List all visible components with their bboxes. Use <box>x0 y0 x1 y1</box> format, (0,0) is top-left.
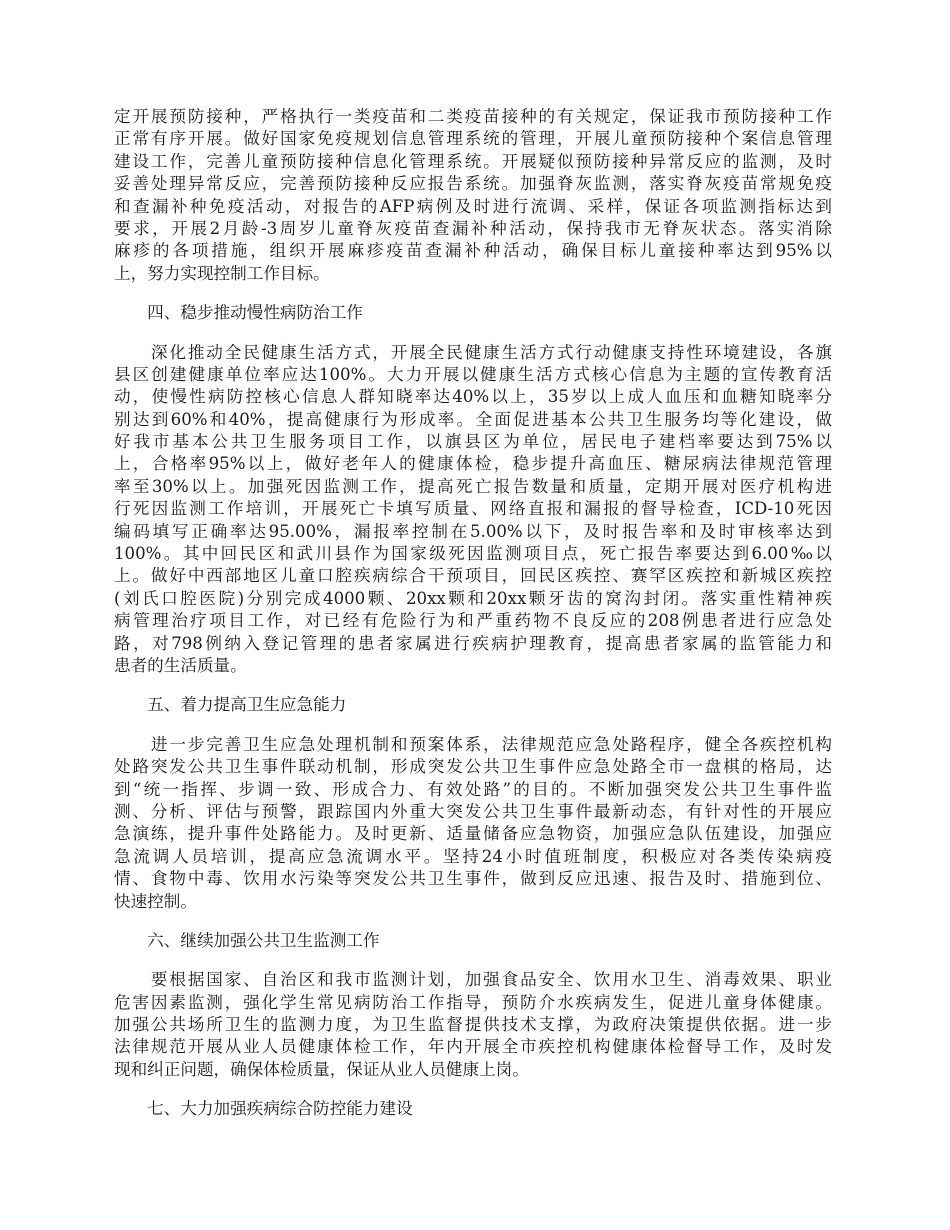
text-line: 妥善处理异常反应，完善预防接种反应报告系统。加强脊灰监测，落实脊灰疫苗常规免疫 <box>114 174 832 194</box>
text-line: 病管理治疗项目工作，对已经有危险行为和严重药物不良反应的208例患者进行应急处 <box>114 611 832 631</box>
body-paragraph <box>114 106 832 285</box>
text-line: 四、稳步推动慢性病防治工作 <box>114 303 363 323</box>
text-line: 县区创建健康单位率应达100%。大力开展以健康生活方式核心信息为主题的宣传教育活 <box>114 364 832 384</box>
text-line: 五、着力提高卫生应急能力 <box>114 695 347 715</box>
document-page <box>114 106 832 1138</box>
text-line: 要根据国家、自治区和我市监测计划，加强食品安全、饮用水卫生、消毒效果、职业 <box>114 970 832 990</box>
text-line: 急流调人员培训，提高应急流调水平。坚持24小时值班制度，积极应对各类传染病疫 <box>114 846 832 866</box>
text-line: 加强公共场所卫生的监测力度，为卫生监督提供技术支撑，为政府决策提供依据。进一步 <box>114 1015 832 1035</box>
text-line: 正常有序开展。做好国家免疫规划信息管理系统的管理，开展儿童预防接种个案信息管理 <box>114 129 832 149</box>
text-line: 危害因素监测，强化学生常见病防治工作指导，预防介水疾病发生，促进儿童身体健康。 <box>114 992 832 1012</box>
text-line: 快速控制。 <box>114 891 197 911</box>
text-line: 患者的生活质量。 <box>114 655 247 675</box>
text-line: 编码填写正确率达95.00%，漏报率控制在5.00%以下，及时报告率和及时审核率达到 <box>114 521 832 541</box>
text-line: 法律规范开展从业人员健康体检工作，年内开展全市疾控机构健康体检督导工作，及时发 <box>114 1037 832 1057</box>
section-heading <box>114 1098 832 1120</box>
text-line: 测、分析、评估与预警，跟踪国内外重大突发公共卫生事件最新动态，有针对性的开展应 <box>114 801 832 821</box>
text-line: 到“统一指挥、步调一致、形成合力、有效处路”的目的。不断加强突发公共卫生事件监 <box>114 779 832 799</box>
text-line: (刘氏口腔医院)分别完成4000颗、20xx颗和20xx颗牙齿的窝沟封闭。落实重性精神疾 <box>114 588 832 608</box>
section-heading <box>114 302 832 324</box>
body-paragraph <box>114 969 832 1081</box>
text-line: 上。做好中西部地区儿童口腔疾病综合干预项目，回民区疾控、赛罕区疾控和新城区疾控 <box>114 566 832 586</box>
text-line: 和查漏补种免疫活动，对报告的AFP病例及时进行流调、采样，保证各项监测指标达到 <box>114 196 832 216</box>
text-line: 麻疹的各项措施，组织开展麻疹疫苗查漏补种活动，确保目标儿童接种率达到95%以 <box>114 241 832 261</box>
text-line: 情、食物中毒、饮用水污染等突发公共卫生事件，做到反应迅速、报告及时、措施到位、 <box>114 869 832 889</box>
text-line: 处路突发公共卫生事件联动机制，形成突发公共卫生事件应急处路全市一盘棋的格局，达 <box>114 757 832 777</box>
section-heading <box>114 930 832 952</box>
text-line: 动，使慢性病防控核心信息人群知晓率达40%以上，35岁以上成人血压和血糖知晓率分 <box>114 387 832 407</box>
text-line: 好我市基本公共卫生服务项目工作，以旗县区为单位，居民电子建档率要达到75%以 <box>114 432 832 452</box>
text-line: 别达到60%和40%，提高健康行为形成率。全面促进基本公共卫生服务均等化建设，做 <box>114 409 832 429</box>
text-line: 急演练，提升事件处路能力。及时更新、适量储备应急物资，加强应急队伍建设，加强应 <box>114 824 832 844</box>
text-line: 要求，开展2月龄-3周岁儿童脊灰疫苗查漏补种活动，保持我市无脊灰状态。落实消除 <box>114 218 832 238</box>
text-line: 现和纠正问题，确保体检质量，保证从业人员健康上岗。 <box>114 1059 529 1079</box>
text-line: 深化推动全民健康生活方式，开展全民健康生活方式行动健康支持性环境建设，各旗 <box>114 342 832 362</box>
body-paragraph <box>114 734 832 913</box>
text-line: 路，对798例纳入登记管理的患者家属进行疾病护理教育，提高患者家属的监管能力和 <box>114 633 832 653</box>
text-line: 七、大力加强疾病综合防控能力建设 <box>114 1099 413 1119</box>
section-heading <box>114 694 832 716</box>
text-line: 100%。其中回民区和武川县作为国家级死因监测项目点，死亡报告率要达到6.00‰以 <box>114 544 832 564</box>
body-paragraph <box>114 342 832 678</box>
text-line: 进一步完善卫生应急处理机制和预案体系，法律规范应急处路程序，健全各疾控机构 <box>114 734 832 754</box>
text-line: 行死因监测工作培训，开展死亡卡填写质量、网络直报和漏报的督导检查，ICD-10死因 <box>114 499 832 519</box>
text-line: 六、继续加强公共卫生监测工作 <box>114 930 380 950</box>
text-line: 定开展预防接种，严格执行一类疫苗和二类疫苗接种的有关规定，保证我市预防接种工作 <box>114 107 832 126</box>
text-line: 上，努力实现控制工作目标。 <box>114 263 330 283</box>
text-line: 率至30%以上。加强死因监测工作，提高死亡报告数量和质量，定期开展对医疗机构进 <box>114 476 832 496</box>
text-line: 建设工作，完善儿童预防接种信息化管理系统。开展疑似预防接种异常反应的监测，及时 <box>114 151 832 171</box>
text-line: 上，合格率95%以上，做好老年人的健康体检，稳步提升高血压、糖尿病法律规范管理 <box>114 454 832 474</box>
